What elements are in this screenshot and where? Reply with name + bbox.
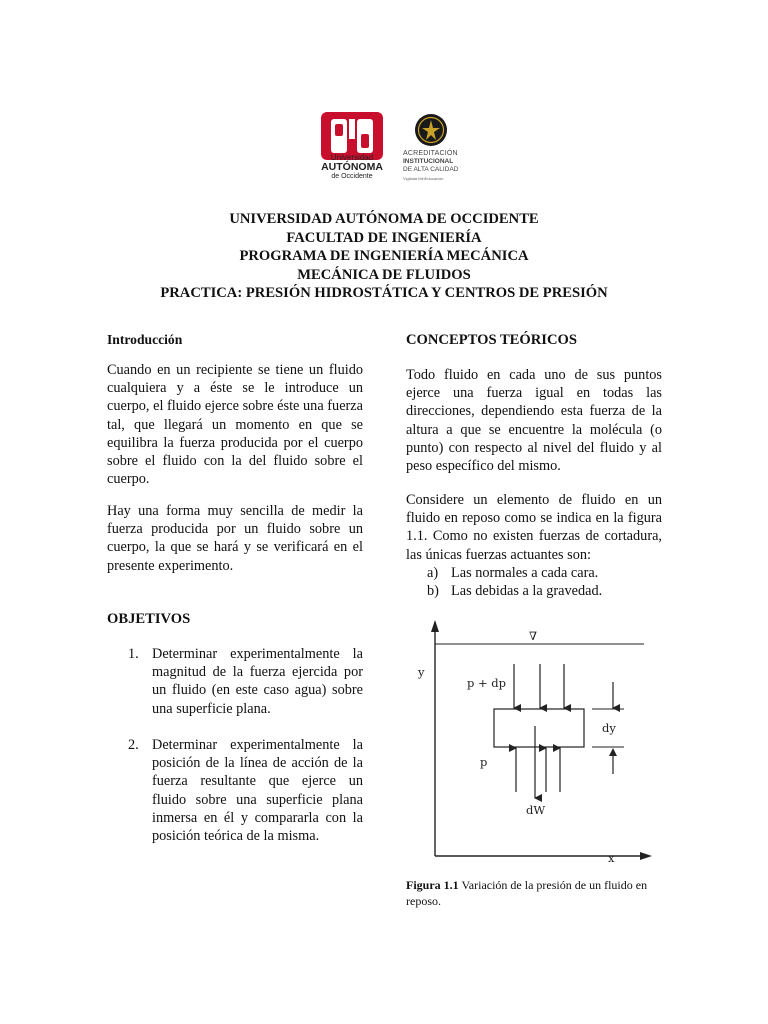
objective-text: Determinar experimentalmente la magnitud de la fuerza ejercida por un fluido (en este caso agua) sobre una superficie plana.	[152, 646, 363, 717]
fluid-element	[494, 709, 584, 747]
objective-item-2	[107, 736, 363, 845]
header-university: UNIVERSIDAD AUTÓNOMA DE OCCIDENTE	[229, 211, 539, 227]
accreditation-text	[403, 150, 463, 181]
list-item	[107, 645, 363, 718]
objectives-heading: OBJETIVOS	[107, 611, 191, 627]
forces-list	[406, 564, 662, 600]
objective-text: Determinar experimentalmente la posición de la línea de acción de la fuerza resultante que ejerce un fluido sobre una superficie plana inmersa en él y compararla con la posición teórica de la misma.	[152, 737, 363, 845]
weight-label: dW	[526, 803, 546, 817]
pressure-top-label: p + dp	[467, 676, 507, 690]
intro-heading: Introducción	[107, 332, 183, 347]
concepts-paragraph-1: Todo fluido en cada uno de sus puntos ejerce una fuerza igual en todas las direcciones, dependiendo esta fuerza de la altura a que se encuentre la molécula (o punto) con respecto al nivel del fluido y al peso específico del mismo.	[406, 367, 662, 475]
objective-number: 1.	[128, 646, 139, 662]
university-logo-text	[311, 153, 393, 181]
concepts-body	[406, 366, 662, 475]
objective-item-1	[107, 645, 363, 718]
y-axis-arrowhead	[431, 620, 439, 632]
figure-caption	[406, 877, 668, 909]
objective-number: 2.	[128, 737, 139, 753]
list-letter: b)	[427, 583, 439, 600]
header-faculty: FACULTAD DE INGENIERÍA	[286, 229, 482, 246]
concepts-paragraph-2: Considere un elemento de fluido en un fluido en reposo como se indica en la figura 1.1. Como no existen fuerzas de cortadura, las únicas fuerzas actuantes son:	[406, 492, 662, 563]
list-letter: a)	[427, 564, 439, 581]
free-surface-symbol: ∇	[529, 629, 538, 643]
accreditation-line-4: Vigilada MinEducación	[403, 176, 444, 181]
objectives-section	[107, 610, 363, 628]
list-item	[406, 582, 662, 600]
logo-line-3: de Occidente	[331, 173, 373, 180]
concepts-heading: CONCEPTOS TEÓRICOS	[406, 332, 577, 348]
intro-paragraph-1: Cuando en un recipiente se tiene un fluido cualquiera y a éste se le introduce un cuerpo, el fluido ejerce sobre éste una fuerza tal, que llegará un momento en que se equilibra la fuerza producida por el cuerpo sobre el fluido con la del fluido sobre el cuerpo.	[107, 362, 363, 488]
pressure-bottom-label: p	[480, 755, 488, 769]
logo-line-1: Universidad	[330, 153, 374, 162]
fluid-element-diagram	[404, 612, 668, 870]
intro-body	[107, 361, 363, 488]
header-course: MECÁNICA DE FLUIDOS	[297, 266, 471, 283]
accreditation-line-2: INSTITUCIONAL	[403, 158, 454, 165]
list-item	[107, 736, 363, 845]
logo-line-2: AUTÓNOMA	[321, 161, 383, 173]
concepts-body-2	[406, 491, 662, 600]
list-item	[406, 564, 662, 582]
dy-label: dy	[602, 721, 616, 735]
figure-caption-text: Variación de la presión de un fluido en reposo.	[406, 878, 648, 908]
accreditation-line-3: DE ALTA CALIDAD	[403, 166, 459, 173]
header-practice-title: PRACTICA: PRESIÓN HIDROSTÁTICA Y CENTROS DE PRESIÓN	[160, 285, 608, 301]
figure-caption-label: Figura 1.1	[406, 878, 459, 892]
document-header	[100, 210, 668, 303]
header-program: PROGRAMA DE INGENIERÍA MECÁNICA	[239, 248, 529, 264]
intro-section	[107, 331, 363, 349]
intro-paragraph-2: Hay una forma muy sencilla de medir la fuerza producida por un fluido sobre un cuerpo, la que se hará y se verificará en el presente experimento.	[107, 503, 363, 574]
list-text: Las debidas a la gravedad.	[451, 583, 603, 600]
x-axis-label: x	[608, 851, 615, 865]
x-axis-arrowhead	[640, 852, 652, 860]
accreditation-line-1: ACREDITACIÓN	[403, 150, 458, 157]
intro-body-2	[107, 502, 363, 575]
y-axis-label: y	[418, 665, 425, 679]
list-text: Las normales a cada cara.	[451, 564, 599, 581]
dy-arrow-lower-head	[609, 748, 617, 756]
concepts-section	[406, 331, 662, 349]
